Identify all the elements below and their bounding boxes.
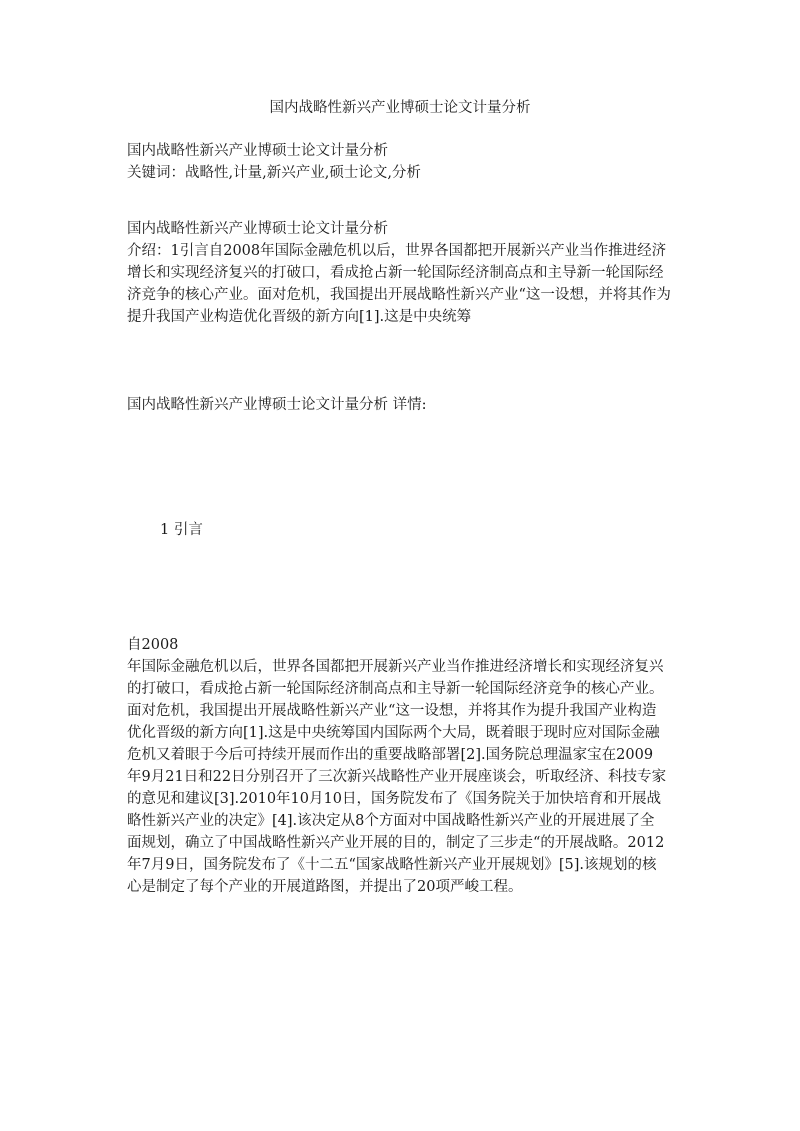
details-section [127,394,677,416]
section-heading-a: 国内战略性新兴产业博硕士论文计量分析 [127,143,388,159]
body-first-line: 自2008 [127,637,179,653]
body-section [127,634,677,898]
document-title: 国内战略性新兴产业博硕士论文计量分析 [269,100,531,116]
body-paragraph: 年国际金融危机以后，世界各国都把开展新兴产业当作推进经济增长和实现经济复兴的打破口，看成抢占新一轮国际经济制高点和主导新一轮国际经济竞争的核心产业。面对危机，我国提出开展战略性新兴产业“这一设想，并将其作为提升我国产业构造优化晋级的新方向[1].这是中央统筹国内国际两个大局，既着眼于现时应对国际金融危机又着眼于今后可持续开展而作出的重要战略部署[2].国务院总理温家宝在2009年9月21日和22日分别召开了三次新兴战略性产业开展座谈会，听取经济、科技专家的意见和建议[3].2010年10月10日，国务院发布了《国务院关于加快培育和开展战略性新兴产业的决定》[4].该决定从8个方面对中国战略性新兴产业的开展进展了全面规划，确立了中国战略性新兴产业开展的目的，制定了三步走“的开展战略。2012年7月9日，国务院发布了《十二五“国家战略性新兴产业开展规划》[5].该规划的核心是制定了每个产业的开展道路图，并提出了20项严峻工程。 [127,659,667,895]
section-heading-introduction: 1 引言 [160,522,203,538]
intro-paragraph: 介绍：1引言自2008年国际金融危机以后，世界各国都把开展新兴产业当作推进经济增长和实现经济复兴的打破口，看成抢占新一轮国际经济制高点和主导新一轮国际经济竞争的核心产业。面对危机，我国提出开展战略性新兴产业“这一设想，并将其作为提升我国产业构造优化晋级的新方向[1].这是中央统筹 [127,243,671,325]
intro-section [127,218,677,328]
keywords-line: 关键词：战略性,计量,新兴产业,硕士论文,分析 [127,165,421,181]
keywords-section [127,140,677,184]
details-line: 国内战略性新兴产业博硕士论文计量分析 详情: [127,397,427,413]
section-heading-b: 国内战略性新兴产业博硕士论文计量分析 [127,221,388,237]
